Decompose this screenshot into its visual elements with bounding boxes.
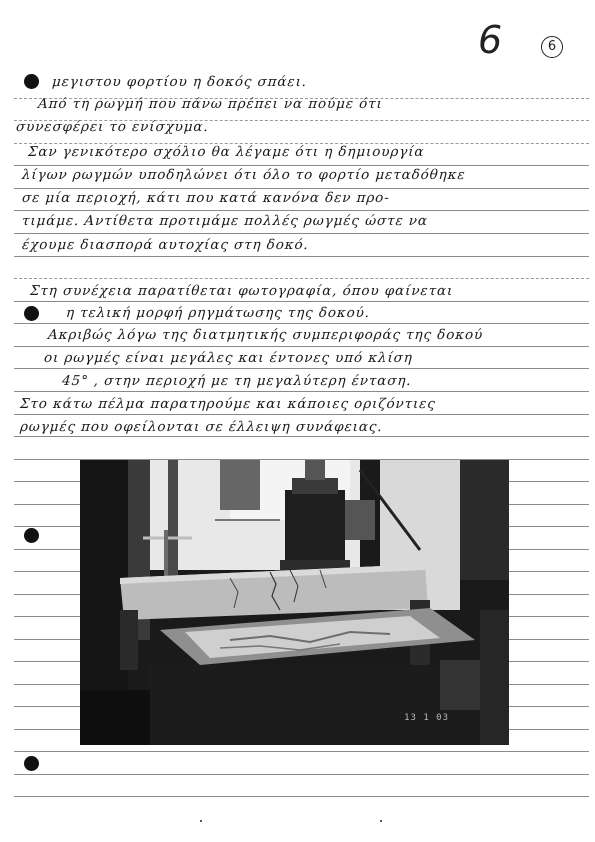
scan-speck: [200, 820, 202, 822]
ruled-line: [14, 233, 589, 234]
photo-scene: [80, 460, 509, 745]
handwritten-line: σε μία περιοχή, κάτι που κατά κανόνα δεν προ-: [21, 190, 391, 206]
handwritten-line: τιμάμε. Αντίθετα προτιμάμε πολλές ρωγμές ώστε να: [21, 213, 429, 229]
ruled-line: [14, 278, 589, 279]
punch-hole: [24, 528, 39, 543]
page-number: 6: [478, 18, 503, 62]
handwritten-line: λίγων ρωγμών υποδηλώνει ότι όλο το φορτίο μεταδόθηκε: [21, 167, 467, 183]
handwritten-line: Σαν γενικότερο σχόλιο θα λέγαμε ότι η δημιουργία: [27, 144, 425, 160]
ruled-line: [14, 301, 589, 302]
scan-speck: [380, 820, 382, 822]
ruled-line: [14, 414, 589, 415]
handwritten-line: η τελική μορφή ρηγμάτωσης της δοκού.: [65, 305, 371, 321]
handwritten-line: συνεσφέρει το ενίσχυμα.: [15, 119, 210, 135]
ruled-line: [14, 165, 589, 166]
handwritten-line: οι ρωγμές είναι μεγάλες και έντονες υπό κλίση: [43, 350, 414, 366]
ruled-line: [14, 436, 589, 437]
handwritten-line: Από τη ρωγμή που πάνω πρέπει να πούμε ότι: [37, 96, 384, 112]
ruled-line: [14, 368, 589, 369]
page-number-circled: 6: [541, 36, 563, 58]
handwritten-line: μεγιστου φορτίου η δοκός σπάει.: [51, 74, 308, 90]
punch-hole: [24, 756, 39, 771]
handwritten-line: Στο κάτω πέλμα παρατηρούμε και κάποιες οριζόντιες: [19, 396, 437, 412]
ruled-line: [14, 188, 589, 189]
ruled-line: [14, 346, 589, 347]
ruled-line: [14, 391, 589, 392]
ruled-line: [14, 796, 589, 797]
photo-date-stamp: 13 1 03: [404, 713, 449, 723]
ruled-line: [14, 256, 589, 257]
punch-hole: [24, 74, 39, 89]
ruled-line: [14, 774, 589, 775]
beam-test-photo: [80, 460, 509, 745]
handwritten-line: έχουμε διασπορά αυτοχίας στη δοκό.: [21, 237, 310, 253]
handwritten-line: Στη συνέχεια παρατίθεται φωτογραφία, όπου φαίνεται: [29, 283, 454, 299]
ruled-line: [14, 751, 589, 752]
handwritten-line: Ακριβώς λόγω της διατμητικής συμπεριφοράς της δοκού: [47, 327, 484, 343]
ruled-line: [14, 323, 589, 324]
ruled-line: [14, 210, 589, 211]
handwritten-line: 45° , στην περιοχή με τη μεγαλύτερη ένταση.: [61, 373, 413, 389]
punch-hole: [24, 306, 39, 321]
handwritten-line: ρωγμές που οφείλονται σε έλλειψη συνάφειας.: [19, 419, 384, 435]
